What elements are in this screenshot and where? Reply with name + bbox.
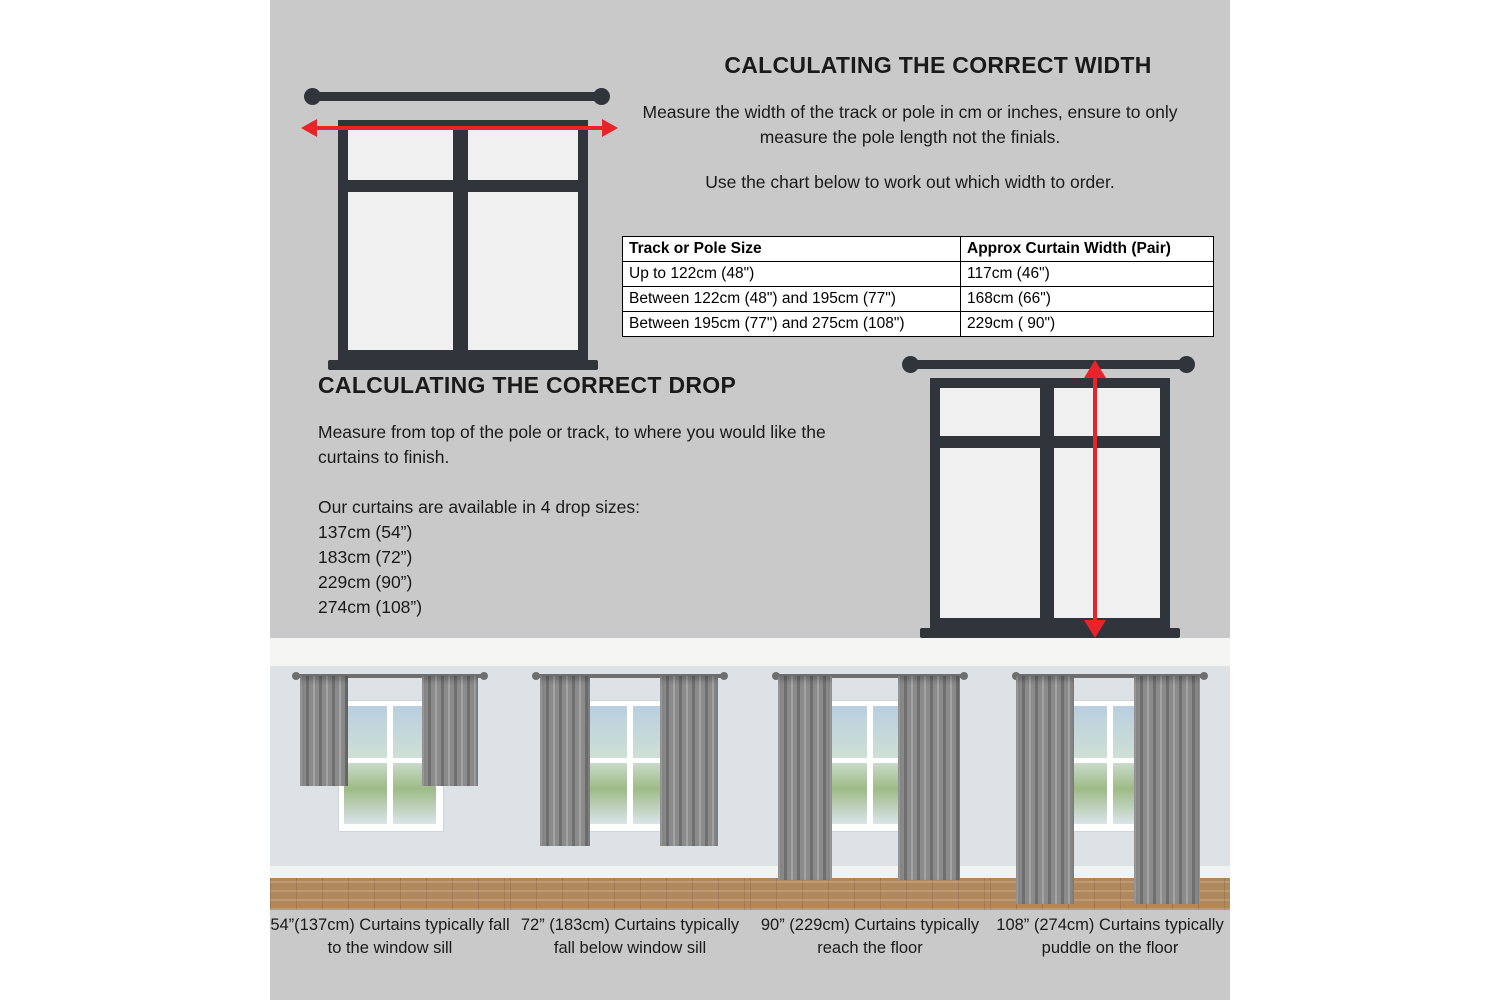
- infographic-canvas: [270, 0, 1230, 1000]
- curtain-right: [422, 676, 478, 786]
- window-mullion-vertical: [627, 706, 633, 824]
- pole-finial-left-icon: [304, 88, 321, 105]
- drop-arrow-head-up-icon: [1084, 360, 1106, 378]
- rod-finial-right-icon: [960, 672, 968, 680]
- pole-finial-right-icon: [593, 88, 610, 105]
- curtain-example-54: [270, 638, 510, 1000]
- rod-finial-right-icon: [720, 672, 728, 680]
- curtain-pole: [910, 360, 1188, 369]
- room-scene-108: [990, 638, 1230, 910]
- wooden-floor: [270, 878, 510, 910]
- rod-finial-right-icon: [1200, 672, 1208, 680]
- width-arrow-head-left-icon: [301, 119, 317, 137]
- table-header-row: [623, 237, 1214, 262]
- table-row: [623, 287, 1214, 312]
- width-section-paragraph-2: Use the chart below to work out which width to order.: [705, 172, 1115, 192]
- wooden-floor: [510, 878, 750, 910]
- window-pane-top-left: [940, 388, 1040, 436]
- table-cell-curtain-width: 168cm (66"): [961, 287, 1214, 312]
- table-cell-curtain-width: 117cm (46"): [961, 262, 1214, 287]
- drop-window-illustration: [888, 348, 1218, 638]
- table-row: [623, 262, 1214, 287]
- curtain-example-caption: 72” (183cm) Curtains typically fall below window sill: [520, 916, 740, 957]
- window-sill: [328, 360, 598, 370]
- wall-upper: [510, 638, 750, 666]
- window-mullion-vertical: [1107, 706, 1113, 824]
- curtain-pole: [312, 92, 602, 101]
- width-section-heading: CALCULATING THE CORRECT WIDTH: [724, 52, 1152, 78]
- table-header-track-size: Track or Pole Size: [623, 237, 961, 262]
- curtain-example-108: [990, 638, 1230, 1000]
- width-window-illustration: [290, 40, 630, 340]
- window-mullion-vertical: [867, 706, 873, 824]
- curtain-right: [898, 676, 960, 880]
- room-scene-90: [750, 638, 990, 910]
- table-header-curtain-width: Approx Curtain Width (Pair): [961, 237, 1214, 262]
- window-pane-top-right: [1054, 388, 1160, 436]
- window-pane-top-left: [348, 130, 453, 180]
- curtain-example-90: [750, 638, 990, 1000]
- wooden-floor: [750, 878, 990, 910]
- curtain-examples-strip: [270, 638, 1230, 1000]
- pole-finial-right-icon: [1178, 356, 1195, 373]
- curtain-example-72: [510, 638, 750, 1000]
- width-section-paragraph-1: Measure the width of the track or pole in cm or inches, ensure to only measure the pole length not the finials.: [642, 102, 1178, 147]
- drop-section-paragraph-2: Our curtains are available in 4 drop sizes:: [318, 497, 640, 517]
- drop-size-183: 183cm (72”): [318, 547, 413, 567]
- room-scene-72: [510, 638, 750, 910]
- curtain-right: [1134, 676, 1200, 904]
- drop-section-heading: CALCULATING THE CORRECT DROP: [318, 372, 737, 398]
- curtain-example-caption: 108” (274cm) Curtains typically puddle on the floor: [996, 916, 1224, 957]
- drop-size-229: 229cm (90”): [318, 572, 413, 592]
- wall-upper: [990, 638, 1230, 666]
- drop-measure-arrow: [1093, 370, 1097, 632]
- skirting-board: [510, 866, 750, 878]
- table-row: [623, 312, 1214, 337]
- skirting-board: [270, 866, 510, 878]
- curtain-left: [540, 676, 590, 846]
- window-sill: [920, 628, 1180, 638]
- drop-section-paragraph-1: Measure from top of the pole or track, to where you would like the curtains to finish.: [318, 422, 826, 467]
- curtain-left: [1016, 676, 1074, 904]
- wall-upper: [750, 638, 990, 666]
- curtain-left: [778, 676, 832, 880]
- wall-upper: [270, 638, 510, 666]
- window-pane-bottom-left: [348, 192, 453, 350]
- curtain-right: [660, 676, 718, 846]
- window-pane-bottom-left: [940, 448, 1040, 618]
- table-cell-track-size: Between 195cm (77") and 275cm (108"): [623, 312, 961, 337]
- window-mullion-vertical: [387, 706, 393, 824]
- curtain-example-caption: 54”(137cm) Curtains typically fall to the window sill: [270, 916, 510, 957]
- table-cell-curtain-width: 229cm ( 90"): [961, 312, 1214, 337]
- table-cell-track-size: Up to 122cm (48"): [623, 262, 961, 287]
- width-measure-arrow: [317, 126, 602, 130]
- curtain-example-caption: 90” (229cm) Curtains typically reach the floor: [760, 916, 980, 957]
- rod-finial-left-icon: [292, 672, 300, 680]
- drop-arrow-head-down-icon: [1084, 620, 1106, 638]
- curtain-left: [300, 676, 348, 786]
- window-pane-bottom-right: [468, 192, 578, 350]
- rod-finial-left-icon: [532, 672, 540, 680]
- track-size-table: [622, 236, 1214, 337]
- pole-finial-left-icon: [902, 356, 919, 373]
- window-pane-top-right: [468, 130, 578, 180]
- rod-finial-right-icon: [480, 672, 488, 680]
- table-cell-track-size: Between 122cm (48") and 195cm (77"): [623, 287, 961, 312]
- drop-size-274: 274cm (108”): [318, 597, 423, 617]
- room-scene-54: [270, 638, 510, 910]
- window-pane-bottom-right: [1054, 448, 1160, 618]
- drop-size-137: 137cm (54”): [318, 522, 413, 542]
